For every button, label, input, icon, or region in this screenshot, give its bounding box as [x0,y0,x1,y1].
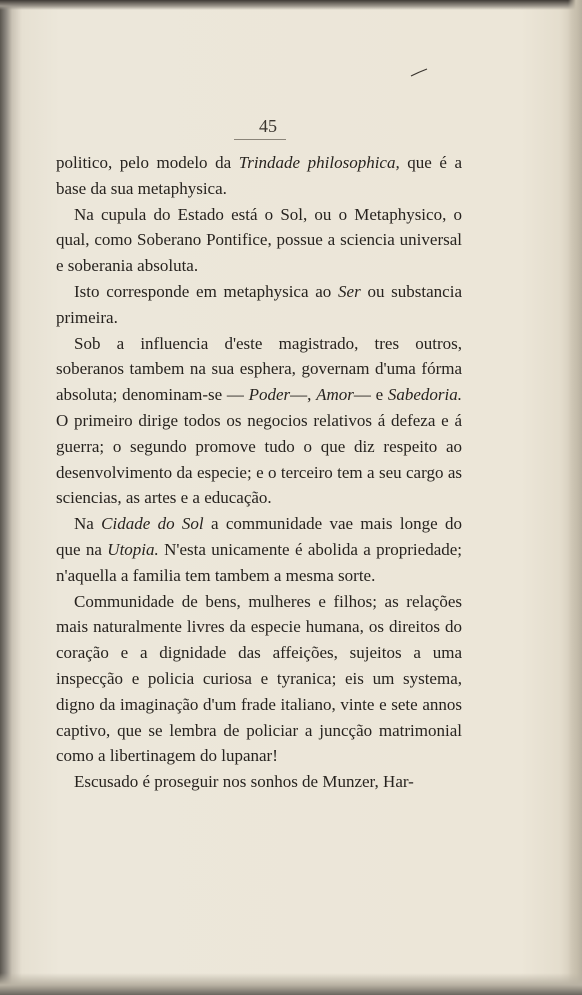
italic-run: Poder [248,385,291,405]
text-run: Na [74,514,102,534]
text-run: Escusado é proseguir nos sonhos de Munzer, Har- [74,772,414,792]
italic-run: Cidade do Sol [101,514,204,534]
paragraph [56,279,462,331]
text-run: que é a base da sua metaphysica. [56,153,462,198]
paragraph [56,769,462,795]
italic-run: Sabedoria. [387,385,462,405]
text-run: O primeiro dirige todos os negocios relativos á defeza e á guerra; o segundo promove tudo o que diz respeito ao desenvolvimento da especie; e o terceiro tem a seu cargo as sciencias, as artes e a educação. [56,410,462,508]
text-run: a communidade vae mais longe do que na [56,514,462,559]
ink-mark-icon [410,68,428,78]
paragraph [56,150,462,202]
text-run: Na cupula do Estado está o Sol, ou o Metaphysico, o qual, como Soberano Pontifice, possue a sciencia universal e soberania absoluta. [56,204,462,276]
paragraph [56,511,462,588]
text-run: — e [353,385,388,405]
text-run: N'esta unicamente é abolida a propriedade; n'aquella a familia tem tambem a mesma sorte. [56,539,463,585]
page-top-shadow [0,0,582,10]
text-run: Communidade de bens, mulheres e filhos; as relações mais naturalmente livres da especie humana, os direitos do coração e a dignidade das affeições, sujeitos a uma inspecção e policia curiosa e tyranica; eis um systema, digno da imaginação d'um frade italiano, vinte e sete annos captivo, que se lembra de policiar a juncção matrimonial como a libertinagem do lupanar! [56,591,462,766]
page-number-rule [234,139,286,140]
body-text [56,150,462,795]
page-right-edge [568,0,582,995]
text-run: ou substancia primeira. [56,281,462,327]
text-run: —, [290,385,317,405]
page-bottom-shadow [0,973,582,995]
text-run: politico, pelo modelo da [56,153,239,172]
paragraph [56,331,462,512]
italic-run: Utopia. [107,539,159,559]
page-number: 45 [259,116,277,136]
text-run: Isto corresponde em metaphysica ao [74,281,339,301]
italic-run: Amor [316,385,354,405]
text-run: Sob a influencia d'este magistrado, tres outros, soberanos tambem na sua esphera, governam d'uma fórma absoluta; denominam-se — [56,333,462,405]
italic-run: Ser [338,281,361,301]
paragraph [56,589,462,770]
italic-run: Trindade philosophica, [238,153,400,172]
paragraph [56,202,462,279]
